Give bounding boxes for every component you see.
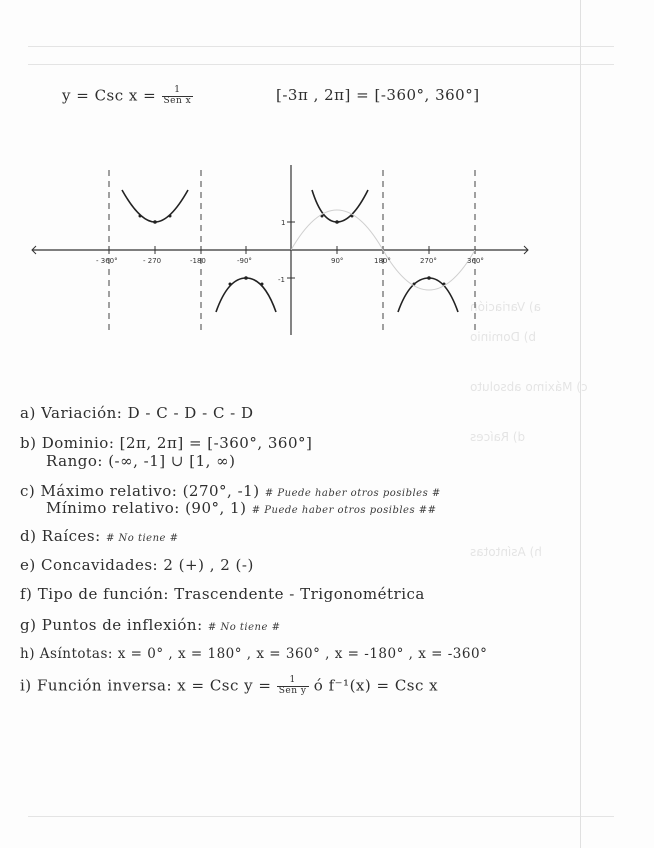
item-c-letter: c)	[20, 482, 36, 500]
item-g	[20, 616, 280, 634]
fraction-numerator: 1	[277, 676, 309, 687]
item-c-text2: Mínimo relativo: (90°, 1)	[46, 499, 247, 517]
tick-label-yneg1: -1	[278, 276, 285, 284]
tick-label-180: 180°	[374, 257, 391, 265]
item-b	[20, 434, 312, 452]
branch-upper-left	[122, 190, 188, 222]
item-d	[20, 527, 179, 545]
tick-label-90: 90°	[331, 257, 344, 265]
item-c-note2: # Puede haber otros posibles ##	[251, 505, 437, 516]
item-f-text: Tipo de función: Trascendente - Trigonométrica	[37, 585, 425, 603]
tick-label-neg360: - 360°	[96, 257, 118, 265]
item-h-text: Asíntotas: x = 0° , x = 180° , x = 360° , x = -180° , x = -360°	[39, 646, 488, 662]
item-c	[20, 482, 441, 500]
item-i	[20, 676, 438, 697]
bleed-through: b) Dominio	[470, 330, 536, 344]
fraction-denominator: Sen y	[278, 685, 307, 696]
item-c-note: # Puede haber otros posibles #	[264, 488, 441, 499]
item-d-note: # No tiene #	[105, 533, 179, 544]
item-b-range: Rango: (-∞, -1] ∪ [1, ∞)	[46, 452, 236, 470]
bleed-through: c) Máximo absoluto	[470, 380, 588, 394]
tick-label-y1: 1	[281, 219, 286, 227]
interval-statement: [-3π , 2π] = [-360°, 360°]	[276, 86, 480, 104]
item-h-letter: h)	[20, 646, 35, 662]
item-b-text: Dominio: [2π, 2π] = [-360°, 360°]	[41, 434, 313, 452]
item-h	[20, 646, 487, 662]
tick-label-360: 360°	[467, 257, 484, 265]
bleed-through: h) Asíntotas	[470, 545, 542, 559]
branch-lower-left	[216, 278, 276, 312]
fraction-numerator: 1	[162, 86, 194, 97]
item-d-text: Raíces:	[41, 527, 101, 545]
bleed-through: a) Variación	[470, 300, 541, 314]
item-e-text: Concavidades: 2 (+) , 2 (-)	[41, 556, 254, 574]
item-g-letter: g)	[20, 616, 37, 634]
item-f	[20, 585, 425, 603]
item-e-letter: e)	[20, 556, 36, 574]
tick-label-neg180: -180	[190, 257, 206, 265]
item-c-min	[46, 499, 437, 517]
tick-label-neg270: - 270	[143, 257, 162, 265]
item-e	[20, 556, 254, 574]
branch-lower-right	[398, 278, 458, 312]
item-i-letter: i)	[20, 676, 32, 695]
tick-label-neg90: -90°	[237, 257, 252, 265]
item-f-letter: f)	[20, 585, 33, 603]
item-i-fraction	[277, 676, 309, 697]
fraction-denominator: Sen x	[163, 95, 192, 106]
item-a-letter: a)	[20, 404, 36, 422]
item-a-text: Variación: D - C - D - C - D	[41, 404, 254, 422]
item-g-note: # No tiene #	[207, 622, 281, 633]
item-a	[20, 404, 254, 422]
tick-label-270: 270°	[420, 257, 437, 265]
branch-upper-right	[312, 190, 368, 222]
function-lhs: y = Csc x =	[62, 86, 157, 105]
item-i-text2: ó f⁻¹(x) = Csc x	[313, 676, 439, 695]
item-i-text: Función inversa: x = Csc y =	[36, 676, 272, 695]
item-b-letter: b)	[20, 434, 37, 452]
item-g-text: Puntos de inflexión:	[41, 616, 203, 634]
item-d-letter: d)	[20, 527, 37, 545]
bleed-through: d) Raíces	[470, 430, 526, 444]
item-c-text: Máximo relativo: (270°, -1)	[40, 482, 260, 500]
